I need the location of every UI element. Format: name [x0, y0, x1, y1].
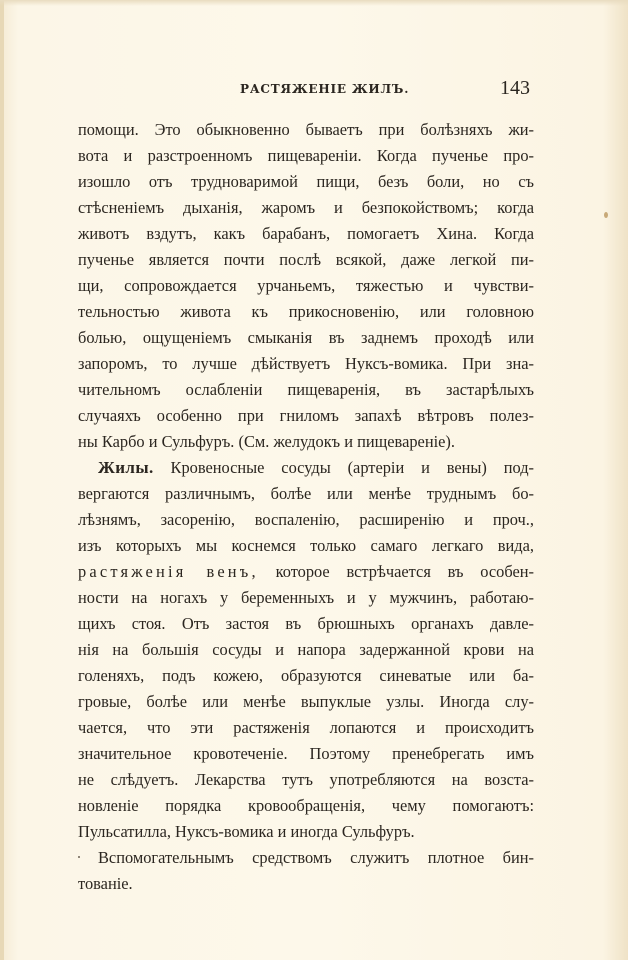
text-line: изошло отъ трудноваримой пищи, безъ боли, но съ	[78, 172, 534, 191]
text-line: чается, что эти растяженія лопаются и происходитъ	[78, 718, 534, 737]
text-line: новленіе порядка кровообращенія, чему помогаютъ:	[78, 796, 534, 815]
text-line: вергаются различнымъ, болѣе или менѣе труднымъ бо-	[78, 484, 534, 503]
text-line: голеняхъ, подъ кожею, образуются синеватые или ба-	[78, 666, 534, 685]
page-number: 143	[500, 77, 530, 99]
text-line: не слѣдуетъ. Лекарства тутъ употребляются на возста-	[78, 770, 534, 789]
text-line: щихъ стоя. Отъ застоя въ брюшныхъ органахъ давле-	[78, 614, 534, 633]
paper-spot	[78, 856, 80, 858]
section-heading: Жилы.	[98, 458, 154, 477]
text-line: запоромъ, то лучше дѣйствуетъ Нуксъ-вомика. При зна-	[78, 354, 534, 373]
text-line: изъ которыхъ мы коснемся только самаго легкаго вида,	[78, 536, 534, 555]
text-line: пученье является почти послѣ всякой, даже легкой пи-	[78, 250, 534, 269]
page-top-shadow	[0, 0, 628, 6]
text-line: болью, ощущеніемъ смыканія въ заднемъ проходѣ или	[78, 328, 534, 347]
text-line: значительное кровотеченіе. Поэтому пренебрегать имъ	[78, 744, 534, 763]
text-line: животъ вздутъ, какъ барабанъ, помогаетъ Хина. Когда	[78, 224, 534, 243]
text-line: нія на большія сосуды и напора задержанной крови на	[78, 640, 534, 659]
text-line: ности на ногахъ у беременныхъ и у мужчинъ, работаю-	[78, 588, 534, 607]
text-line: ны Карбо и Сульфуръ. (См. желудокъ и пищевареніе).	[78, 432, 455, 451]
text-line: стѣсненіемъ дыханія, жаромъ и безпокойствомъ; когда	[78, 198, 534, 217]
text-line-with-heading	[98, 456, 534, 480]
text-line: тельностью живота къ прикосновенію, или головною	[78, 302, 534, 321]
text-line: случаяхъ особенно при гниломъ запахѣ вѣтровъ полез-	[78, 406, 534, 425]
text-line: чительномъ ослабленіи пищеваренія, въ застарѣлыхъ	[78, 380, 534, 399]
text-line: щи, сопровождается урчаньемъ, тяжестью и чувстви-	[78, 276, 534, 295]
spaced-emphasis: растяженія венъ,	[78, 562, 259, 581]
text-run: Кровеносные сосуды (артеріи и вены) под-	[153, 458, 534, 477]
text-line: лѣзнямъ, засоренію, воспаленію, расширенію и проч.,	[78, 510, 534, 529]
text-line: Пульсатилла, Нуксъ-вомика и иногда Сульфуръ.	[78, 822, 415, 841]
text-run: которое встрѣчается въ особен-	[258, 562, 534, 581]
text-line-with-emphasis	[78, 560, 534, 584]
text-line: Вспомогательнымъ средствомъ служитъ плотное бин-	[98, 848, 534, 867]
page-edge-shadow	[0, 0, 4, 960]
text-line: вота и разстроенномъ пищевареніи. Когда пученье про-	[78, 146, 534, 165]
paper-spot	[604, 212, 608, 218]
text-line: гровые, болѣе или менѣе выпуклые узлы. Иногда слу-	[78, 692, 534, 711]
running-title: РАСТЯЖЕНІЕ ЖИЛЪ.	[240, 82, 410, 96]
text-line: тованіе.	[78, 874, 133, 893]
text-line: помощи. Это обыкновенно бываетъ при болѣзняхъ жи-	[78, 120, 534, 139]
